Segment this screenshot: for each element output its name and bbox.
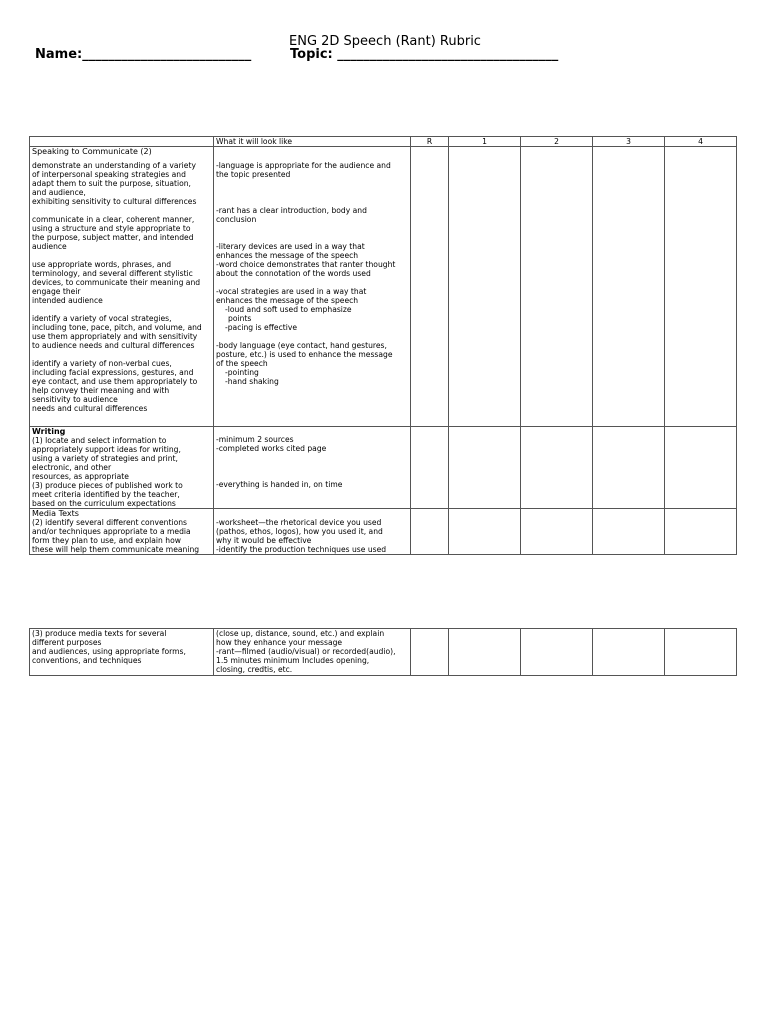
text-line [32, 305, 211, 314]
text-line: based on the curriculum expectations [32, 499, 176, 508]
text-line: -rant has a clear introduction, body and [216, 206, 367, 215]
text-line: conclusion [216, 215, 257, 224]
media-continued-criteria-list [32, 629, 211, 665]
text-line [216, 453, 408, 462]
text-line [216, 188, 408, 197]
media-score-1[interactable] [449, 509, 521, 555]
text-line: -literary devices are used in a way that [216, 242, 365, 251]
text-line: closing, credtis, etc. [216, 665, 293, 674]
text-line: -loud and soft used to emphasize [225, 305, 352, 314]
speaking-row [30, 147, 737, 427]
media-looks-like-list [216, 518, 408, 554]
text-line: posture, etc.) is used to enhance the message [216, 350, 393, 359]
text-line [216, 179, 408, 188]
text-line: these will help them communicate meaning [32, 545, 200, 554]
writing-score-r[interactable] [411, 427, 449, 509]
text-line: -worksheet—the rhetorical device you used [216, 518, 382, 527]
text-line [216, 233, 408, 242]
media-continued-looks-like-list [216, 629, 408, 674]
media-continued-score-3[interactable] [593, 629, 665, 676]
topic-label: Topic: [290, 47, 333, 62]
text-line: and audience, [32, 188, 86, 197]
speaking-score-4[interactable] [665, 147, 737, 427]
col-header-looks-like: What it will look like [214, 137, 411, 147]
text-line: different purposes [32, 638, 102, 647]
text-line [216, 462, 408, 471]
text-line: identify a variety of vocal strategies, [32, 314, 172, 323]
text-line: how they enhance your message [216, 638, 343, 647]
text-line: appropriately support ideas for writing, [32, 445, 181, 454]
text-line: (pathos, ethos, logos), how you used it, and [216, 527, 383, 536]
text-line: of interpersonal speaking strategies and [32, 170, 186, 179]
text-line: (3) produce media texts for several [32, 629, 167, 638]
text-line: -pointing [225, 368, 259, 377]
speaking-score-3[interactable] [593, 147, 665, 427]
name-blank: __________________________ [82, 47, 252, 62]
text-line: -pacing is effective [225, 323, 298, 332]
header-row [30, 137, 737, 147]
text-line: why it would be effective [216, 536, 312, 545]
text-line: use them appropriately and with sensitivity [32, 332, 198, 341]
writing-looks-like-cell [214, 427, 411, 509]
name-field-label [35, 47, 251, 62]
text-line: -completed works cited page [216, 444, 327, 453]
text-line: form they plan to use, and explain how [32, 536, 181, 545]
text-line: audience [32, 242, 67, 251]
writing-heading: Writing [32, 427, 66, 436]
text-line: (2) identify several different conventions [32, 518, 187, 527]
text-line: terminology, and several different stylistic [32, 269, 193, 278]
text-line: meet criteria identified by the teacher, [32, 490, 180, 499]
col-header-r: R [411, 137, 449, 147]
text-line: -body language (eye contact, hand gestures, [216, 341, 387, 350]
speaking-criteria-cell [30, 147, 214, 427]
text-line: of the speech [216, 359, 268, 368]
text-line [216, 197, 408, 206]
media-continued-score-r[interactable] [411, 629, 449, 676]
col-header-criteria [30, 137, 214, 147]
speaking-looks-like-cell [214, 147, 411, 427]
topic-blank: __________________________________ [337, 47, 559, 62]
text-line: and/or techniques appropriate to a media [32, 527, 191, 536]
text-line: the topic presented [216, 170, 291, 179]
col-header-4: 4 [665, 137, 737, 147]
text-line: -hand shaking [225, 377, 279, 386]
text-line: needs and cultural differences [32, 404, 148, 413]
writing-criteria-cell [30, 427, 214, 509]
speaking-looks-like-list [216, 161, 408, 386]
writing-score-2[interactable] [521, 427, 593, 509]
text-line: help convey their meaning and with [32, 386, 170, 395]
text-line: electronic, and other [32, 463, 112, 472]
text-line: including tone, pace, pitch, and volume, and [32, 323, 202, 332]
text-line: communicate in a clear, coherent manner, [32, 215, 195, 224]
media-looks-like-cell [214, 509, 411, 555]
text-line: the purpose, subject matter, and intended [32, 233, 194, 242]
text-line [216, 332, 408, 341]
media-continued-looks-like-cell [214, 629, 411, 676]
writing-looks-like-list [216, 435, 408, 489]
text-line: devices, to communicate their meaning and [32, 278, 201, 287]
topic-field-label [290, 47, 558, 62]
text-line: exhibiting sensitivity to cultural differences [32, 197, 197, 206]
text-line: 1.5 minutes minimum Includes opening, [216, 656, 370, 665]
media-criteria-cell [30, 509, 214, 555]
text-line: -minimum 2 sources [216, 435, 294, 444]
writing-score-1[interactable] [449, 427, 521, 509]
text-line: -identify the production techniques use used [216, 545, 387, 554]
text-line: and audiences, using appropriate forms, [32, 647, 186, 656]
media-criteria-list [32, 518, 211, 554]
text-line [216, 224, 408, 233]
text-line: (close up, distance, sound, etc.) and explain [216, 629, 385, 638]
text-line: demonstrate an understanding of a variety [32, 161, 196, 170]
col-header-1: 1 [449, 137, 521, 147]
text-line: -everything is handed in, on time [216, 480, 343, 489]
text-line [216, 278, 408, 287]
text-line: points [228, 314, 252, 323]
text-line: use appropriate words, phrases, and [32, 260, 172, 269]
media-score-r[interactable] [411, 509, 449, 555]
media-score-4[interactable] [665, 509, 737, 555]
name-label: Name: [35, 47, 83, 62]
text-line: -rant—filmed (audio/visual) or recorded(audio), [216, 647, 396, 656]
speaking-criteria-list [32, 161, 211, 413]
text-line: using a variety of strategies and print, [32, 454, 178, 463]
text-line: including facial expressions, gestures, and [32, 368, 194, 377]
writing-score-4[interactable] [665, 427, 737, 509]
text-line: resources, as appropriate [32, 472, 129, 481]
media-row [30, 509, 737, 555]
text-line: sensitivity to audience [32, 395, 118, 404]
media-continued-score-2[interactable] [521, 629, 593, 676]
speaking-score-2[interactable] [521, 147, 593, 427]
col-header-3: 3 [593, 137, 665, 147]
speaking-score-r[interactable] [411, 147, 449, 427]
media-continued-row [30, 629, 737, 676]
text-line: eye contact, and use them appropriately to [32, 377, 198, 386]
col-header-2: 2 [521, 137, 593, 147]
media-score-2[interactable] [521, 509, 593, 555]
text-line: (1) locate and select information to [32, 436, 167, 445]
text-line [216, 471, 408, 480]
text-line [32, 350, 211, 359]
text-line: enhances the message of the speech [216, 296, 359, 305]
text-line: to audience needs and cultural differences [32, 341, 195, 350]
text-line: using a structure and style appropriate to [32, 224, 191, 233]
text-line: -vocal strategies are used in a way that [216, 287, 367, 296]
writing-criteria-list [32, 436, 211, 508]
speaking-score-1[interactable] [449, 147, 521, 427]
media-continued-score-1[interactable] [449, 629, 521, 676]
text-line [32, 206, 211, 215]
media-heading: Media Texts [32, 509, 79, 518]
text-line: -language is appropriate for the audience and [216, 161, 391, 170]
text-line: enhances the message of the speech [216, 251, 359, 260]
rubric-title: ENG 2D Speech (Rant) Rubric [289, 34, 481, 49]
text-line: intended audience [32, 296, 103, 305]
speaking-heading: Speaking to Communicate (2) [32, 147, 152, 156]
text-line: (3) produce pieces of published work to [32, 481, 183, 490]
text-line: -word choice demonstrates that ranter thought [216, 260, 396, 269]
text-line [32, 251, 211, 260]
text-line: identify a variety of non-verbal cues, [32, 359, 172, 368]
text-line: about the connotation of the words used [216, 269, 371, 278]
writing-score-3[interactable] [593, 427, 665, 509]
media-continued-criteria-cell [30, 629, 214, 676]
writing-row [30, 427, 737, 509]
rubric-table-continued [29, 628, 737, 676]
text-line: conventions, and techniques [32, 656, 142, 665]
rubric-table [29, 136, 737, 555]
media-continued-score-4[interactable] [665, 629, 737, 676]
media-score-3[interactable] [593, 509, 665, 555]
text-line: engage their [32, 287, 81, 296]
text-line: adapt them to suit the purpose, situation, [32, 179, 191, 188]
